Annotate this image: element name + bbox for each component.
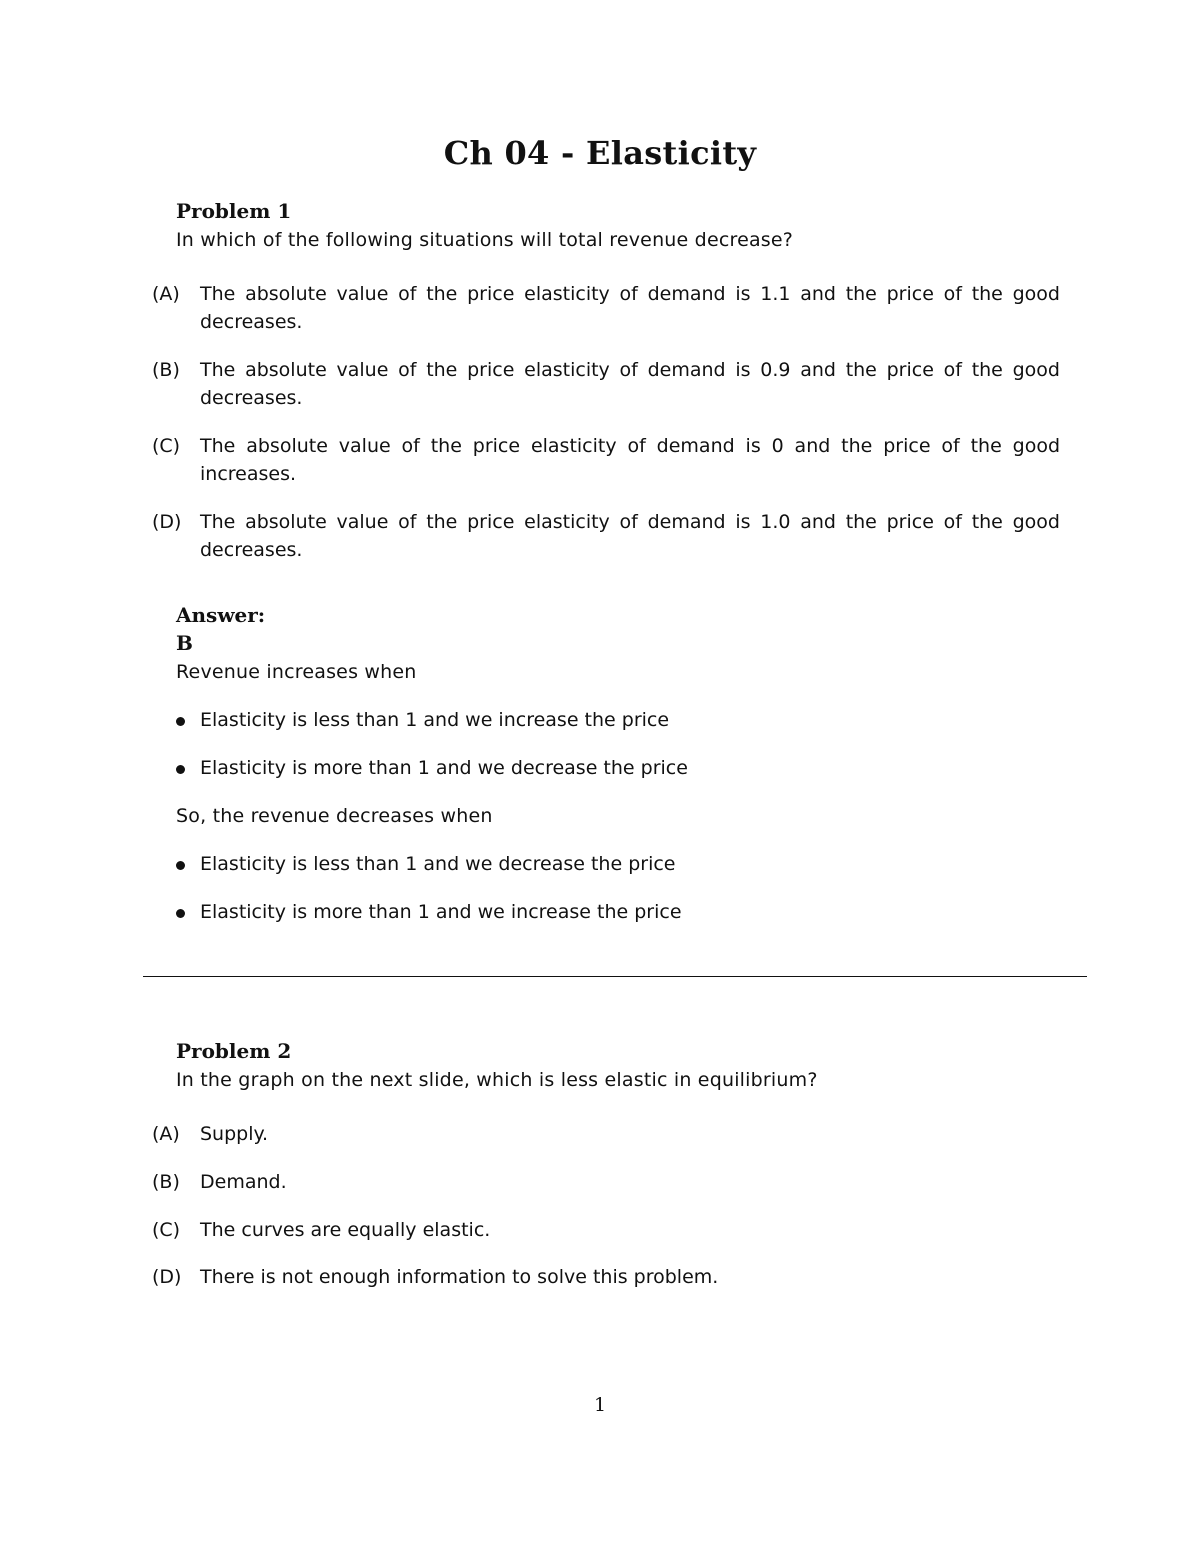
option-text: The absolute value of the price elasticity of demand is 1.1 and the price of the good decreases. (200, 283, 1060, 333)
option-key: (C) (152, 435, 181, 457)
section-divider (143, 976, 1087, 977)
option-text: The absolute value of the price elasticity of demand is 1.0 and the price of the good decreases. (200, 511, 1060, 561)
list-item-text: Elasticity is more than 1 and we increase the price (200, 901, 682, 923)
problem-2-question: In the graph on the next slide, which is less elastic in equilibrium? (176, 1069, 818, 1091)
bullet-icon (176, 717, 185, 726)
option-key: (B) (152, 1171, 180, 1193)
problem-1-label: Problem 1 (176, 199, 292, 223)
option-key: (A) (152, 1123, 180, 1145)
page-number: 1 (593, 1394, 607, 1416)
explanation-mid: So, the revenue decreases when (176, 805, 493, 827)
bullet-icon (176, 861, 185, 870)
option-text: The absolute value of the price elasticity of demand is 0.9 and the price of the good decreases. (200, 359, 1060, 409)
option-key: (B) (152, 359, 180, 381)
option-text: Supply. (200, 1123, 269, 1145)
option-text: Demand. (200, 1171, 287, 1193)
option-key: (C) (152, 1219, 181, 1241)
option-key: (D) (152, 1266, 182, 1288)
bullet-icon (176, 909, 185, 918)
page-title: Ch 04 - Elasticity (443, 134, 757, 172)
option-text: The absolute value of the price elasticity of demand is 0 and the price of the good increases. (200, 435, 1060, 485)
list-item-text: Elasticity is more than 1 and we decrease the price (200, 757, 688, 779)
option-text: The curves are equally elastic. (200, 1219, 491, 1241)
option-text: There is not enough information to solve this problem. (200, 1266, 719, 1288)
problem-1-question: In which of the following situations will total revenue decrease? (176, 229, 794, 251)
option-key: (D) (152, 511, 182, 533)
list-item-text: Elasticity is less than 1 and we decrease the price (200, 853, 676, 875)
explanation-intro: Revenue increases when (176, 661, 417, 683)
answer-value: B (176, 631, 193, 655)
option-key: (A) (152, 283, 180, 305)
answer-label: Answer: (176, 603, 266, 627)
list-item-text: Elasticity is less than 1 and we increase the price (200, 709, 670, 731)
problem-2-label: Problem 2 (176, 1039, 292, 1063)
bullet-icon (176, 765, 185, 774)
